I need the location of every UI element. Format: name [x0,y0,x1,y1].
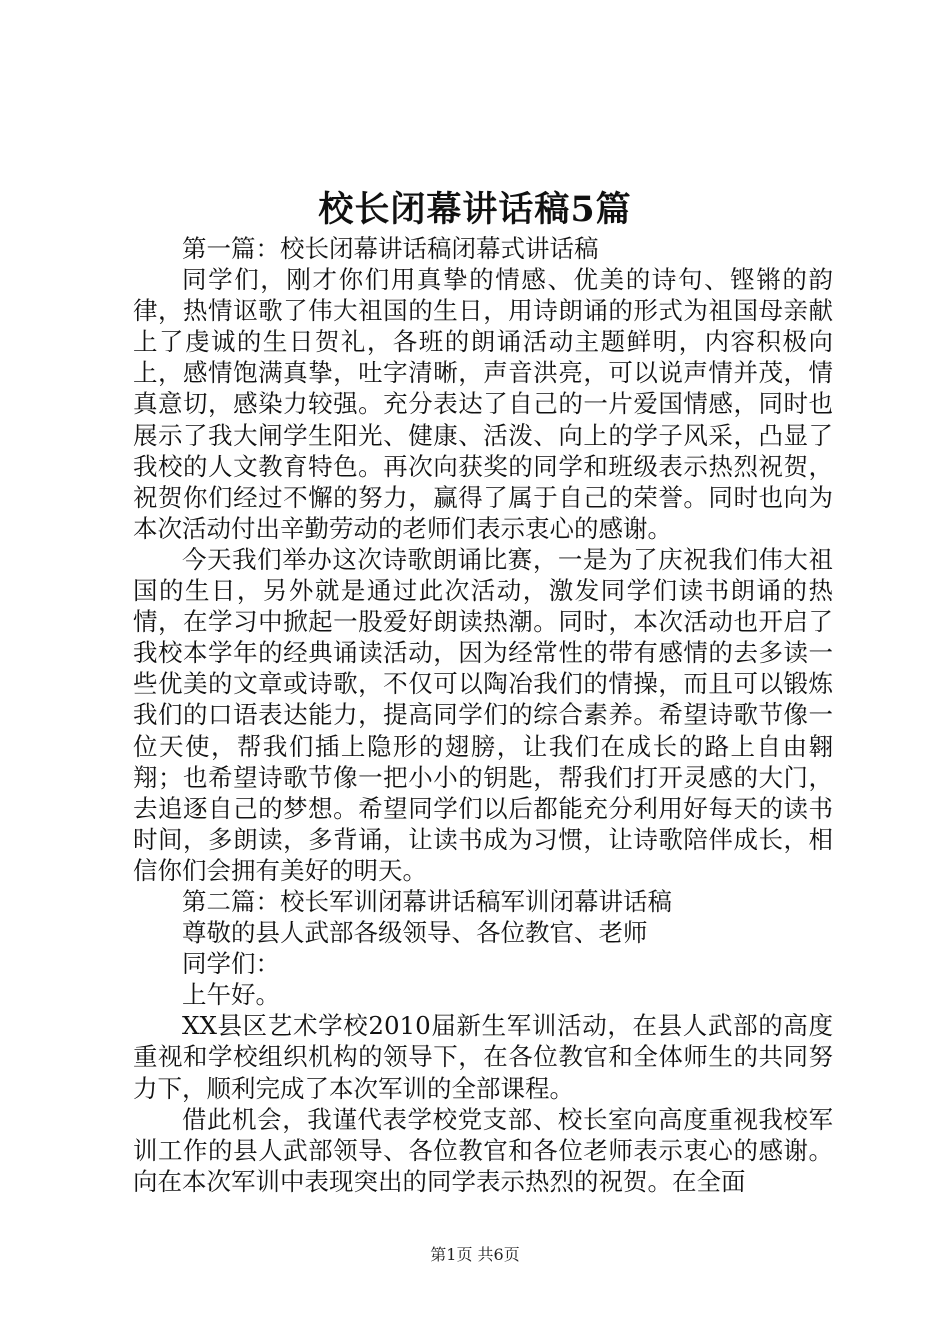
section-heading-2: 第二篇：校长军训闭幕讲话稿军训闭幕讲话稿 [182,886,672,916]
paragraph: 今天我们举办这次诗歌朗诵比赛，一是为了庆祝我们伟大祖国的生日，另外就是通过此次活动，激发同学们读书朗诵的热情，在学习中掀起一股爱好朗读热潮。同时，本次活动也开启了我校本学年的经典诵读活动，因为经常性的带有感情的去多读一些优美的文章或诗歌，不仅可以陶冶我们的情操，而且可以锻炼我们的口语表达能力，提高同学们的综合素养。希望诗歌节像一位天使，帮我们插上隐形的翅膀，让我们在成长的路上自由翱翔；也希望诗歌节像一把小小的钥匙，帮我们打开灵感的大门，去追逐自己的梦想。希望同学们以后都能充分利用好每天的读书时间，多朗读，多背诵，让读书成为习惯，让诗歌陪伴成长，相信你们会拥有美好的明天。 [133,544,833,885]
salutation-line: 同学们： [182,949,280,979]
page-number-footer: 第1页 共6页 [430,1245,520,1264]
section-heading-1: 第一篇：校长闭幕讲话稿闭幕式讲话稿 [182,234,599,263]
salutation-line: 尊敬的县人武部各级领导、各位教官、老师 [182,918,648,948]
document-body [133,233,833,1197]
paragraph: 同学们，刚才你们用真挚的情感、优美的诗句、铿锵的韵律，热情讴歌了伟大祖国的生日，用诗朗诵的形式为祖国母亲献上了虔诚的生日贺礼，各班的朗诵活动主题鲜明，内容积极向上，感情饱满真挚，吐字清晰，声音洪亮，可以说声情并茂，情真意切，感染力较强。充分表达了自己的一片爱国情感，同时也展示了我大闸学生阳光、健康、活泼、向上的学子风采，凸显了我校的人文教育特色。再次向获奖的同学和班级表示热烈祝贺，祝贺你们经过不懈的努力，赢得了属于自己的荣誉。同时也向为本次活动付出辛勤劳动的老师们表示衷心的感谢。 [133,265,833,543]
paragraph: 借此机会，我谨代表学校党支部、校长室向高度重视我校军训工作的县人武部领导、各位教官和各位老师表示衷心的感谢。向在本次军训中表现突出的同学表示热烈的祝贺。在全面 [133,1104,833,1196]
greeting-line: 上午好。 [182,980,280,1010]
paragraph: XX县区艺术学校2010届新生军训活动，在县人武部的高度重视和学校组织机构的领导下，在各位教官和全体师生的共同努力下，顺利完成了本次军训的全部课程。 [133,1011,833,1103]
document-title: 校长闭幕讲话稿5篇 [318,189,632,230]
